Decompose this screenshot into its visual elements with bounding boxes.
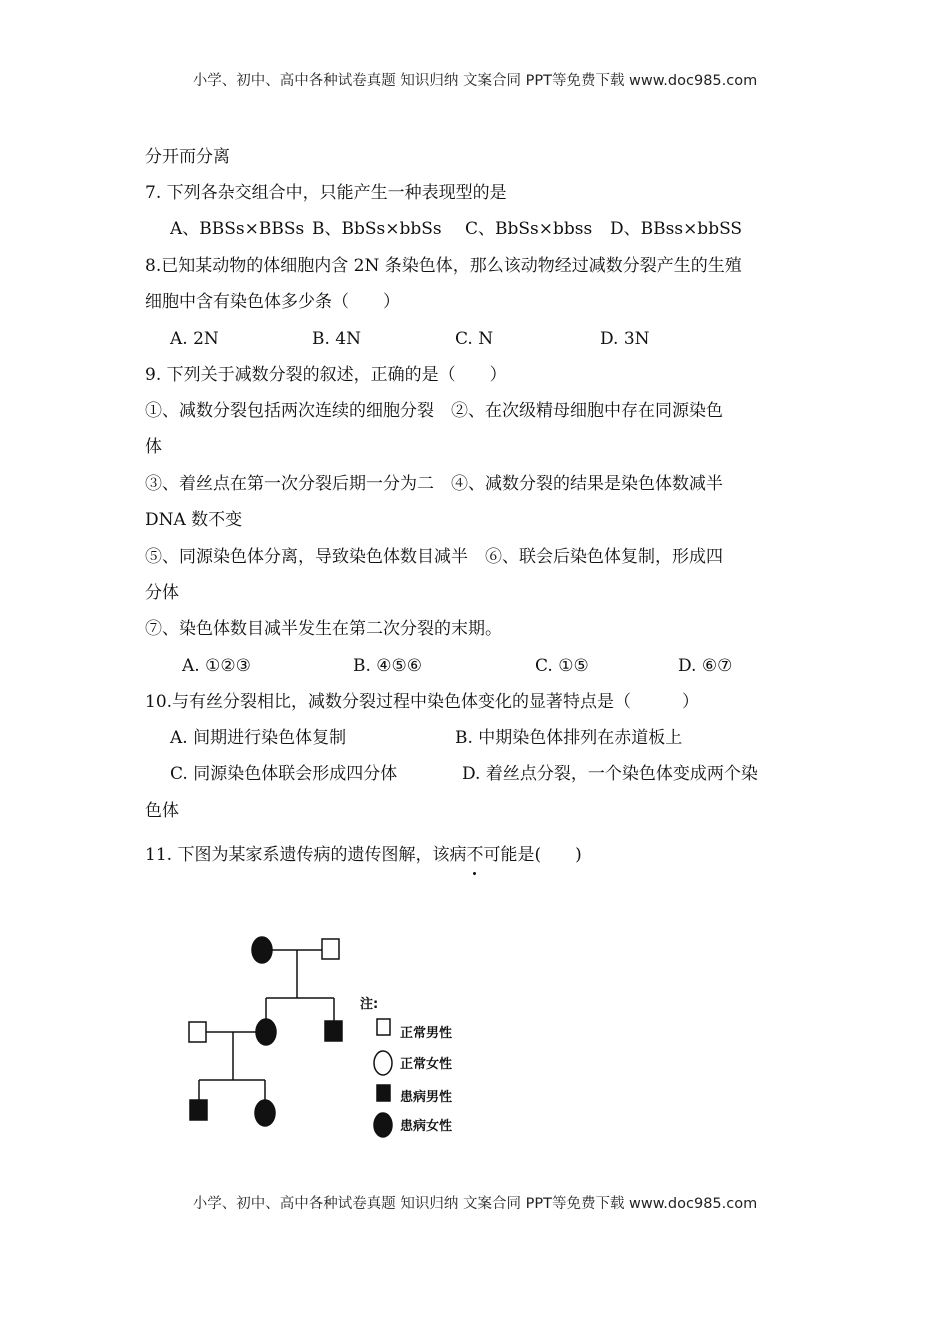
q8-option-d: D. 3N [600,329,650,349]
q10-option-c: C. 同源染色体联会形成四分体 [170,764,398,784]
q8-option-b: B. 4N [312,329,361,349]
q9-line: ③、着丝点在第一次分裂后期一分为二 ④、减数分裂的结果是染色体数减半 [145,474,723,494]
q10-option-b: B. 中期染色体排列在赤道板上 [455,728,683,748]
gen2-affected-female [256,1019,276,1045]
q11-stem-before: 11. 下图为某家系遗传病的遗传图解，该病 [145,845,467,865]
gen1-affected-female [252,937,272,963]
q9-option-d: D. ⑥⑦ [678,656,733,676]
legend-title: 注: [360,997,379,1012]
q9-line: ⑤、同源染色体分离，导致染色体数目减半 ⑥、联会后染色体复制，形成四 [145,547,723,567]
q9-line: ①、减数分裂包括两次连续的细胞分裂 ②、在次级精母细胞中存在同源染色 [145,401,723,421]
gen3-affected-male [190,1100,207,1120]
q11-stem [145,843,582,867]
gen2-affected-male [325,1021,342,1041]
q10-stem: 10.与有丝分裂相比，减数分裂过程中染色体变化的显著特点是（ ） [145,692,700,712]
q7-option-c: C、BbSs×bbss [465,219,593,239]
q9-stem: 9. 下列关于减数分裂的叙述，正确的是（ ） [145,365,507,385]
q11-stem-emphasis: 不 [466,845,484,865]
legend-affected-male-icon [377,1085,390,1101]
gen3-affected-female [255,1100,275,1126]
q7-option-d: D、BBss×bbSS [610,219,743,239]
gen2-normal-male [189,1022,206,1042]
legend-affected-male-label: 患病男性 [400,1090,453,1105]
q9-option-a: A. ①②③ [182,656,251,676]
legend-normal-male-label: 正常男性 [400,1026,453,1041]
page-header: 小学、初中、高中各种试卷真题 知识归纳 文案合同 PPT等免费下载 www.doc985.com [192,73,758,89]
q11-stem-after: 可能是( ) [483,845,582,865]
q9-option-b: B. ④⑤⑥ [353,656,423,676]
q9-option-c: C. ①⑤ [535,656,589,676]
q6-tail-text: 分开而分离 [145,147,230,167]
q8-stem-line2: 细胞中含有染色体多少条（ ） [145,292,400,312]
q9-line: 体 [145,437,162,457]
q7-stem: 7. 下列各杂交组合中，只能产生一种表现型的是 [145,183,507,203]
page-footer: 小学、初中、高中各种试卷真题 知识归纳 文案合同 PPT等免费下载 www.doc985.com [192,1196,758,1212]
legend-normal-female-icon [374,1051,392,1075]
legend-normal-male-icon [377,1019,390,1035]
q8-option-a: A. 2N [170,329,219,349]
q10-option-d-continued: 色体 [145,801,179,821]
q8-option-c: C. N [455,329,494,349]
q9-line: 分体 [145,583,179,603]
q9-line: ⑦、染色体数目减半发生在第二次分裂的末期。 [145,619,502,639]
pedigree-diagram [180,925,480,1145]
q10-option-d: D. 着丝点分裂，一个染色体变成两个染 [462,764,758,784]
legend-affected-female-label: 患病女性 [400,1119,453,1134]
gen1-normal-male [322,939,339,959]
legend-normal-female-label: 正常女性 [400,1057,453,1072]
q10-option-a: A. 间期进行染色体复制 [170,728,347,748]
q7-option-a: A、BBSs×BBSs [170,219,305,239]
legend-affected-female-icon [374,1113,392,1137]
q9-line: DNA 数不变 [145,510,243,530]
q7-option-b: B、BbSs×bbSs [312,219,442,239]
q8-stem-line1: 8.已知某动物的体细胞内含 2N 条染色体，那么该动物经过减数分裂产生的生殖 [145,256,742,276]
